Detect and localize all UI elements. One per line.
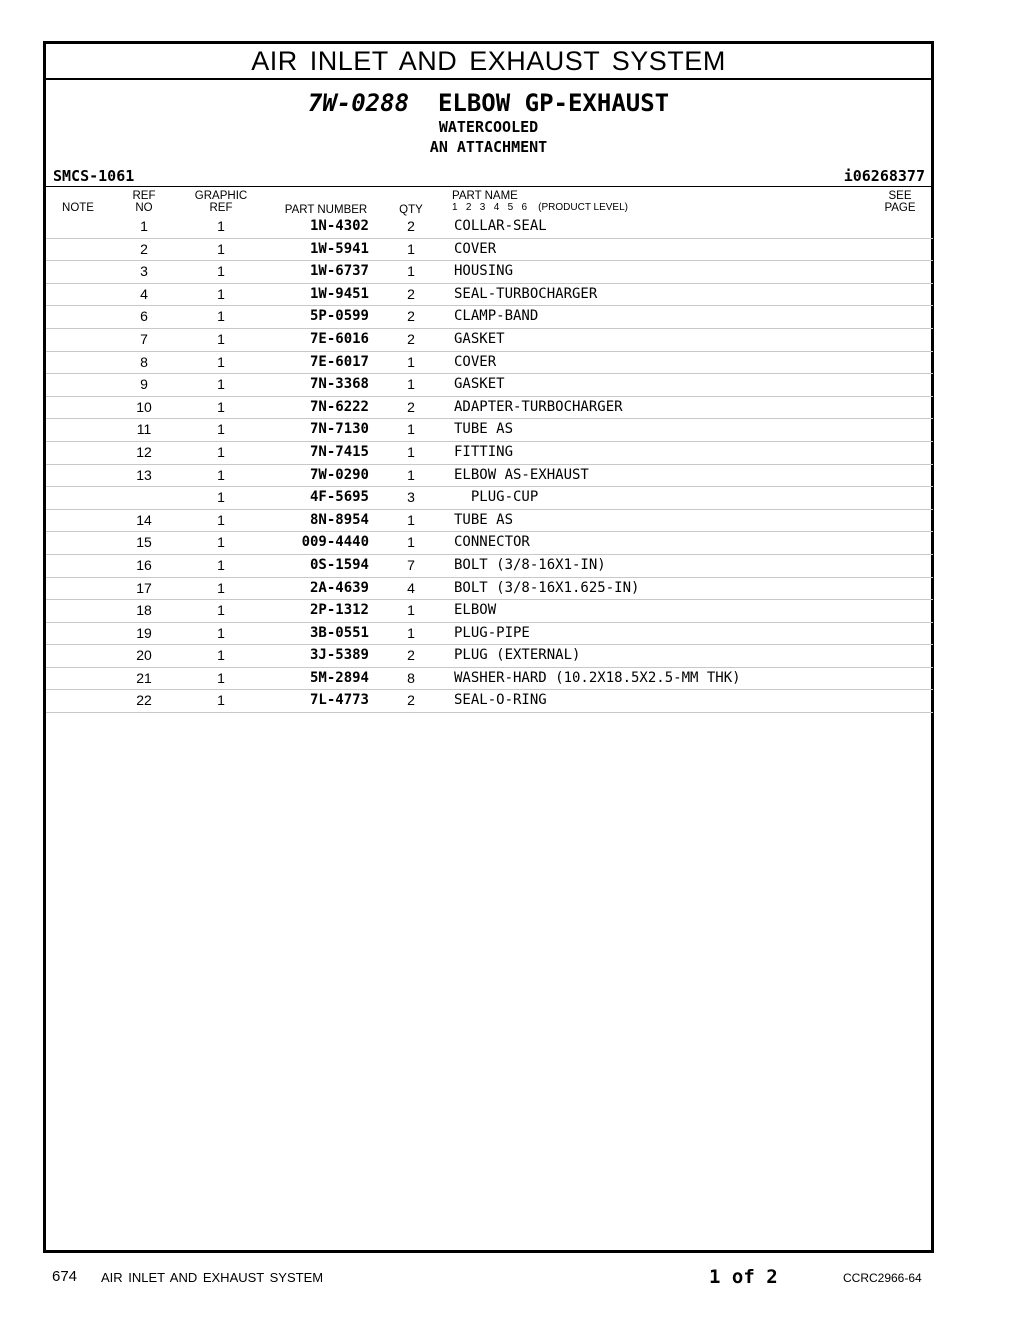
graphic-ref-cell: 1 — [217, 218, 225, 234]
table-row — [46, 306, 933, 329]
col-product-level: 1 2 3 4 5 6 (PRODUCT LEVEL) — [452, 202, 628, 213]
qty-cell: 3 — [407, 489, 415, 506]
part-name-cell: SEAL-O-RING — [454, 692, 547, 709]
graphic-ref-cell: 1 — [217, 376, 225, 393]
group-name: ELBOW GP-EXHAUST — [437, 89, 670, 117]
qty-cell: 1 — [407, 376, 415, 393]
table-row — [46, 668, 933, 691]
graphic-ref-cell: 1 — [217, 534, 225, 551]
table-row — [46, 397, 933, 420]
part-name-cell: BOLT (3/8-16X1-IN) — [454, 556, 606, 573]
graphic-ref-cell: 1 — [217, 421, 225, 438]
col-part-number: PART NUMBER — [284, 204, 368, 216]
qty-cell: 2 — [407, 692, 415, 709]
ref-no-cell: 20 — [136, 647, 152, 664]
part-name-cell: ELBOW AS-EXHAUST — [454, 466, 589, 483]
part-name-cell: COVER — [454, 240, 497, 257]
part-name-cell: FITTING — [454, 443, 514, 460]
group-header — [46, 89, 931, 157]
col-ref-no — [124, 190, 164, 214]
graphic-ref-cell: 1 — [217, 669, 225, 686]
graphic-ref-cell: 1 — [217, 556, 225, 573]
ref-no-cell: 21 — [136, 669, 152, 686]
table-row — [46, 600, 933, 623]
table-row — [46, 690, 933, 713]
ref-no-cell: 19 — [136, 624, 152, 641]
ref-no-cell: 9 — [140, 376, 148, 393]
qty-cell: 1 — [407, 240, 415, 257]
ref-no-cell: 14 — [136, 511, 152, 528]
ref-no-cell: 17 — [136, 579, 152, 596]
qty-cell: 1 — [407, 466, 415, 483]
col-note: NOTE — [62, 202, 94, 214]
ref-no-cell: 2 — [140, 240, 148, 257]
part-name-cell: COLLAR-SEAL — [454, 218, 547, 234]
qty-cell: 8 — [407, 669, 415, 686]
part-number-cell: 3J-5389 — [309, 647, 369, 664]
footer-section-title: AIR INLET AND EXHAUST SYSTEM — [101, 1270, 324, 1285]
graphic-ref-cell: 1 — [217, 308, 225, 325]
table-row — [46, 532, 933, 555]
qty-cell: 2 — [407, 218, 415, 234]
qty-cell: 7 — [407, 556, 415, 573]
qty-cell: 1 — [407, 602, 415, 619]
part-number-cell: 1N-4302 — [309, 218, 369, 234]
qty-cell: 1 — [407, 353, 415, 370]
col-graphic-ref-line1: GRAPHIC — [194, 190, 248, 202]
part-number-cell: 4F-5695 — [309, 489, 369, 506]
header-divider — [46, 186, 931, 187]
part-name-cell: GASKET — [454, 376, 505, 393]
graphic-ref-cell: 1 — [217, 602, 225, 619]
table-row — [46, 419, 933, 442]
part-number-cell: 2P-1312 — [309, 602, 369, 619]
table-row — [46, 645, 933, 668]
col-ref-no-line1: REF — [132, 190, 156, 202]
part-number-cell: 5M-2894 — [309, 669, 369, 686]
col-ref-no-line2: NO — [135, 202, 153, 214]
graphic-ref-cell: 1 — [217, 330, 225, 347]
col-see-page-line1: SEE — [888, 190, 912, 202]
part-number-cell: 7E-6016 — [309, 330, 369, 347]
table-row — [46, 442, 933, 465]
part-number-cell: 7N-3368 — [309, 376, 369, 393]
qty-cell: 2 — [407, 285, 415, 302]
table-row — [46, 329, 933, 352]
qty-cell: 1 — [407, 443, 415, 460]
qty-cell: 4 — [407, 579, 415, 596]
illustration-id: i06268377 — [843, 167, 925, 185]
footer-page-of: 1 of 2 — [709, 1266, 778, 1288]
part-name-cell: CONNECTOR — [454, 534, 530, 551]
graphic-ref-cell: 1 — [217, 285, 225, 302]
section-title: AIR INLET AND EXHAUST SYSTEM — [46, 44, 931, 80]
table-row — [46, 465, 933, 488]
ref-no-cell: 15 — [136, 534, 152, 551]
part-name-cell: TUBE AS — [454, 511, 514, 528]
group-subtitle-2: AN ATTACHMENT — [429, 138, 548, 156]
part-number-cell: 7N-7415 — [309, 443, 369, 460]
col-part-name-label: PART NAME — [452, 190, 518, 202]
part-name-cell: SEAL-TURBOCHARGER — [454, 285, 598, 302]
graphic-ref-cell: 1 — [217, 624, 225, 641]
ref-no-cell: 11 — [136, 421, 152, 438]
table-row — [46, 284, 933, 307]
table-row — [46, 352, 933, 375]
part-name-cell: HOUSING — [454, 263, 514, 280]
ref-no-cell: 6 — [140, 308, 148, 325]
table-row — [46, 374, 933, 397]
ref-no-cell: 1 — [140, 218, 148, 234]
part-number-cell: 2A-4639 — [309, 579, 369, 596]
table-row — [46, 487, 933, 510]
part-name-cell: BOLT (3/8-16X1.625-IN) — [454, 579, 640, 596]
part-name-cell: PLUG-PIPE — [454, 624, 530, 641]
graphic-ref-cell: 1 — [217, 692, 225, 709]
group-subtitle-1: WATERCOOLED — [438, 118, 539, 136]
part-name-cell: WASHER-HARD (10.2X18.5X2.5-MM THK) — [454, 669, 741, 686]
part-number-cell: 1W-6737 — [309, 263, 369, 280]
ref-no-cell: 12 — [136, 443, 152, 460]
footer-doc-code: CCRC2966-64 — [843, 1271, 922, 1285]
part-name-cell: CLAMP-BAND — [454, 308, 539, 325]
graphic-ref-cell: 1 — [217, 647, 225, 664]
qty-cell: 1 — [407, 534, 415, 551]
graphic-ref-cell: 1 — [217, 398, 225, 415]
group-part-number: 7W-0288 — [307, 89, 410, 117]
part-number-cell: 7E-6017 — [309, 353, 369, 370]
part-name-cell: ADAPTER-TURBOCHARGER — [454, 398, 623, 415]
part-number-cell: 7N-6222 — [309, 398, 369, 415]
qty-cell: 2 — [407, 398, 415, 415]
graphic-ref-cell: 1 — [217, 579, 225, 596]
qty-cell: 1 — [407, 624, 415, 641]
part-name-cell: COVER — [454, 353, 497, 370]
col-graphic-ref-line2: REF — [209, 202, 233, 214]
graphic-ref-cell: 1 — [217, 511, 225, 528]
parts-list — [46, 216, 933, 713]
ref-no-cell: 4 — [140, 285, 148, 302]
col-see-page-line2: PAGE — [884, 202, 916, 214]
part-number-cell: 3B-0551 — [309, 624, 369, 641]
graphic-ref-cell: 1 — [217, 466, 225, 483]
qty-cell: 2 — [407, 308, 415, 325]
table-row — [46, 555, 933, 578]
part-number-cell: 1W-5941 — [309, 240, 369, 257]
part-name-cell: PLUG (EXTERNAL) — [454, 647, 581, 664]
part-number-cell: 009-4440 — [301, 534, 369, 551]
graphic-ref-cell: 1 — [217, 353, 225, 370]
table-row — [46, 623, 933, 646]
qty-cell: 2 — [407, 647, 415, 664]
part-name-cell: PLUG-CUP — [454, 489, 539, 506]
qty-cell: 2 — [407, 330, 415, 347]
graphic-ref-cell: 1 — [217, 489, 225, 506]
parts-page-frame — [43, 41, 934, 1253]
graphic-ref-cell: 1 — [217, 263, 225, 280]
table-row — [46, 578, 933, 601]
col-graphic-ref — [186, 190, 256, 214]
qty-cell: 1 — [407, 421, 415, 438]
part-number-cell: 5P-0599 — [309, 308, 369, 325]
graphic-ref-cell: 1 — [217, 240, 225, 257]
ref-no-cell: 13 — [136, 466, 152, 483]
graphic-ref-cell: 1 — [217, 443, 225, 460]
ref-no-cell: 16 — [136, 556, 152, 573]
part-number-cell: 0S-1594 — [309, 556, 369, 573]
part-number-cell: 8N-8954 — [309, 511, 369, 528]
qty-cell: 1 — [407, 263, 415, 280]
part-name-cell: TUBE AS — [454, 421, 514, 438]
smcs-code: SMCS-1061 — [53, 167, 135, 185]
ref-no-cell: 3 — [140, 263, 148, 280]
ref-no-cell: 10 — [136, 398, 152, 415]
group-title-line — [46, 89, 931, 117]
qty-cell: 1 — [407, 511, 415, 528]
table-row — [46, 510, 933, 533]
footer-page-number: 674 — [52, 1268, 78, 1285]
part-name-cell: GASKET — [454, 330, 505, 347]
ref-no-cell: 8 — [140, 353, 148, 370]
col-part-name — [452, 190, 628, 214]
part-number-cell: 7W-0290 — [309, 466, 369, 483]
part-number-cell: 7N-7130 — [309, 421, 369, 438]
part-name-cell: ELBOW — [454, 602, 497, 619]
ref-no-cell: 7 — [140, 330, 148, 347]
ref-no-cell: 18 — [136, 602, 152, 619]
table-row — [46, 239, 933, 262]
part-number-cell: 7L-4773 — [309, 692, 369, 709]
table-row — [46, 216, 933, 239]
table-row — [46, 261, 933, 284]
col-qty: QTY — [399, 204, 423, 216]
ref-no-cell: 22 — [136, 692, 152, 709]
col-see-page — [880, 190, 920, 214]
part-number-cell: 1W-9451 — [309, 285, 369, 302]
